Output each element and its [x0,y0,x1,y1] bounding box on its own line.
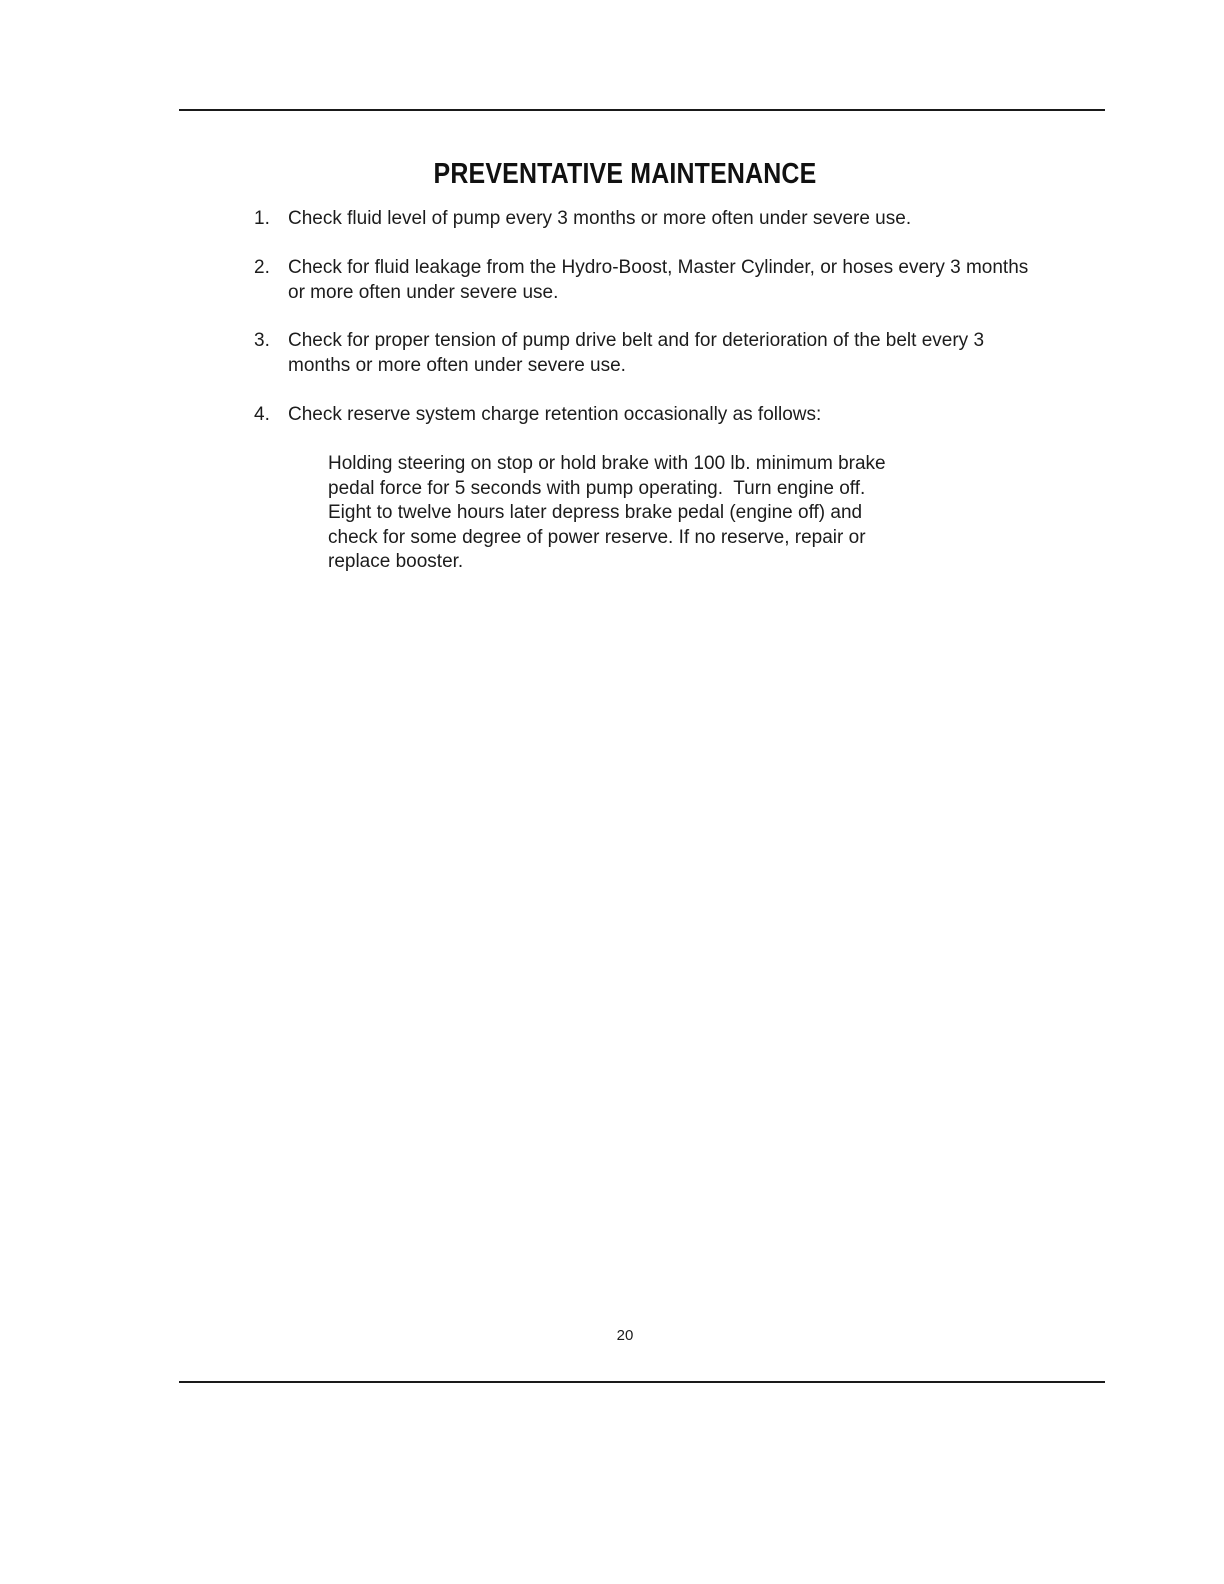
list-item [254,207,1054,232]
procedure-line: pedal force for 5 seconds with pump operating. Turn engine off. [328,477,866,499]
list-item [254,329,1054,378]
list-item-number: 3. [254,330,270,351]
procedure-line: replace booster. [328,551,464,572]
procedure-line: check for some degree of power reserve. If no reserve, repair or [328,526,866,548]
bottom-rule [179,1381,1105,1383]
list-item [254,403,1054,428]
list-item-text: Check reserve system charge retention occasionally as follows: [288,404,822,425]
list-item-text: Check fluid level of pump every 3 months or more often under severe use. [288,208,912,229]
list-item [254,256,1054,305]
list-item-number: 2. [254,257,270,278]
list-item-text: Check for fluid leakage from the Hydro-Boost, Master Cylinder, or hoses every 3 months or more often under severe use. [288,257,1029,303]
procedure-line: Eight to twelve hours later depress brake pedal (engine off) and [328,502,863,523]
reserve-check-procedure [328,452,948,575]
top-rule [179,109,1105,111]
list-item-number: 1. [254,208,270,229]
page-title: PREVENTATIVE MAINTENANCE [433,158,817,190]
procedure-line: Holding steering on stop or hold brake with 100 lb. minimum brake [328,453,886,474]
list-item-number: 4. [254,404,270,425]
list-item-text: Check for proper tension of pump drive belt and for deterioration of the belt every 3 months or more often under severe use. [288,330,985,376]
page-number: 20 [616,1327,634,1344]
